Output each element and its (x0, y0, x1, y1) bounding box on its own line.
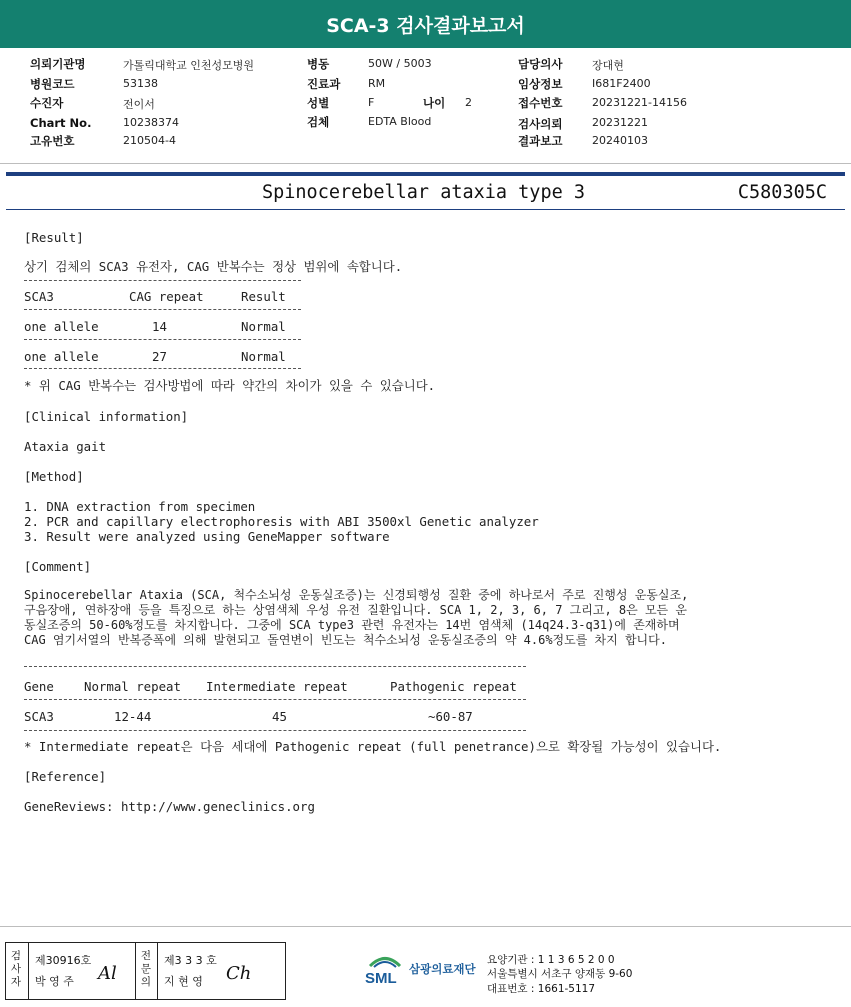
physician-name: 지 현 영 (164, 975, 203, 988)
header-divider (0, 163, 851, 164)
method-item: 1. DNA extraction from specimen (24, 499, 256, 514)
ward-value: 50W / 5003 (368, 57, 432, 70)
specimen-value: EDTA Blood (368, 115, 432, 128)
method-item: 2. PCR and capillary electrophoresis with ABI 3500xl Genetic analyzer (24, 514, 539, 529)
comment-line: Spinocerebellar Ataxia (SCA, 척수소뇌성 운동실조증)는 신경퇴행성 질환 중에 하나로서 주로 진행성 운동실조, (24, 588, 689, 602)
clinical-info-label: 임상정보 (518, 77, 563, 91)
divider-line (24, 339, 301, 340)
cag-repeat-value: 27 (152, 349, 167, 364)
result-col-gene: SCA3 (24, 289, 54, 304)
org-address: 서울특별시 서초구 양재동 9-60 (487, 968, 633, 980)
intermediate-repeat-value: 45 (272, 709, 287, 724)
specimen-label: 검체 (307, 115, 330, 129)
request-date-value: 20231221 (592, 116, 648, 129)
footer-divider (0, 926, 851, 927)
signature-divider (135, 943, 136, 999)
result-value: Normal (241, 319, 286, 334)
receipt-value: 20231221-14156 (592, 96, 687, 109)
sex-label: 성별 (307, 96, 330, 110)
sex-value: F (368, 96, 375, 109)
age-label: 나이 (423, 96, 446, 110)
signature-box (5, 942, 286, 1000)
divider-line (24, 730, 526, 731)
inspector-license: 제30916호 (35, 954, 92, 967)
repeat-gene-value: SCA3 (24, 709, 54, 724)
pathogenic-repeat-value: ~60-87 (428, 709, 473, 724)
physician-label: 전 문 의 (140, 950, 152, 988)
inspector-label: 검 사 자 (10, 950, 22, 988)
method-item: 3. Result were analyzed using GeneMapper software (24, 529, 390, 544)
age-value: 2 (465, 96, 472, 109)
org-name: 삼광의료재단 (409, 962, 476, 976)
hospital-code-value: 53138 (123, 77, 158, 90)
physician-license: 제3 3 3 호 (164, 954, 217, 967)
divider-line (24, 666, 526, 667)
reference-text: GeneReviews: http://www.geneclinics.org (24, 799, 315, 814)
normal-repeat-value: 12-44 (114, 709, 152, 724)
unique-id-label: 고유번호 (30, 134, 75, 148)
divider-line (24, 699, 526, 700)
report-test-code: C580305C (737, 182, 827, 203)
institution-label: 의뢰기관명 (30, 57, 86, 71)
report-date-value: 20240103 (592, 134, 648, 147)
clinical-text: Ataxia gait (24, 439, 107, 454)
title-rule-top (6, 172, 845, 176)
hospital-code-label: 병원코드 (30, 77, 75, 91)
chart-no-value: 10238374 (123, 116, 179, 129)
ward-label: 병동 (307, 57, 330, 71)
result-summary: 상기 검체의 SCA3 유전자, CAG 반복수는 정상 범위에 속합니다. (24, 259, 403, 274)
repeat-note: * Intermediate repeat은 다음 세대에 Pathogenic repeat (full penetrance)으로 확장될 가능성이 있습니다. (24, 739, 722, 754)
svg-text:SML: SML (365, 970, 397, 987)
dept-label: 진료과 (307, 77, 341, 91)
comment-line: 구음장애, 연하장애 등을 특징으로 하는 상염색체 우성 유전 질환입니다. SCA 1, 2, 3, 6, 7 그리고, 8은 모든 운 (24, 603, 687, 617)
chart-no-label: Chart No. (30, 116, 92, 130)
result-heading: [Result] (24, 230, 84, 245)
clinical-heading: [Clinical information] (24, 409, 189, 424)
allele-label: one allele (24, 319, 99, 334)
repeat-col-normal: Normal repeat (84, 679, 181, 694)
org-phone: 대표번호 : 1661-5117 (487, 983, 596, 995)
divider-line (24, 309, 301, 310)
divider-line (24, 368, 301, 369)
unique-id-value: 210504-4 (123, 134, 176, 147)
comment-line: CAG 염기서열의 반복증폭에 의해 발현되고 돌연변이 빈도는 척수소뇌성 운동실조증의 약 4.6%정도를 차지 합니다. (24, 633, 667, 647)
receipt-label: 접수번호 (518, 96, 563, 110)
title-rule-bottom (6, 209, 845, 210)
signature-divider (28, 943, 29, 999)
result-note: * 위 CAG 반복수는 검사방법에 따라 약간의 차이가 있을 수 있습니다. (24, 378, 436, 393)
repeat-col-gene: Gene (24, 679, 54, 694)
repeat-col-intermediate: Intermediate repeat (206, 679, 348, 694)
cag-repeat-value: 14 (152, 319, 167, 334)
comment-heading: [Comment] (24, 559, 92, 574)
inspector-name: 박 영 주 (35, 975, 74, 988)
report-test-title: Spinocerebellar ataxia type 3 (262, 182, 586, 203)
patient-value: 전이서 (123, 98, 155, 111)
report-date-label: 결과보고 (518, 134, 563, 148)
result-col-result: Result (241, 289, 286, 304)
sml-logo-icon (364, 949, 406, 989)
method-heading: [Method] (24, 469, 84, 484)
divider-line (24, 280, 301, 281)
physician-signature: Ch (226, 963, 252, 984)
allele-label: one allele (24, 349, 99, 364)
doctor-value: 장대현 (592, 59, 624, 72)
reference-heading: [Reference] (24, 769, 107, 784)
repeat-col-pathogenic: Pathogenic repeat (390, 679, 517, 694)
sml-logo (364, 949, 406, 989)
comment-line: 동실조증의 50-60%정도를 차지합니다. 그중에 SCA type3 관련 유전자는 14번 염색체 (14q24.3-q31)에 존재하며 (24, 618, 680, 632)
care-org-number: 요양기관 : 1 1 3 6 5 2 0 0 (487, 954, 615, 966)
result-col-cag: CAG repeat (129, 289, 204, 304)
doctor-label: 담당의사 (518, 57, 563, 71)
result-value: Normal (241, 349, 286, 364)
patient-label: 수진자 (30, 96, 64, 110)
request-date-label: 검사의뢰 (518, 117, 563, 131)
clinical-info-value: I681F2400 (592, 77, 651, 90)
inspector-signature: Al (98, 963, 117, 984)
dept-value: RM (368, 77, 386, 90)
institution-value: 가톨릭대학교 인천성모병원 (123, 59, 255, 72)
report-title-bar: SCA-3 검사결과보고서 (0, 0, 851, 48)
signature-divider (157, 943, 158, 999)
